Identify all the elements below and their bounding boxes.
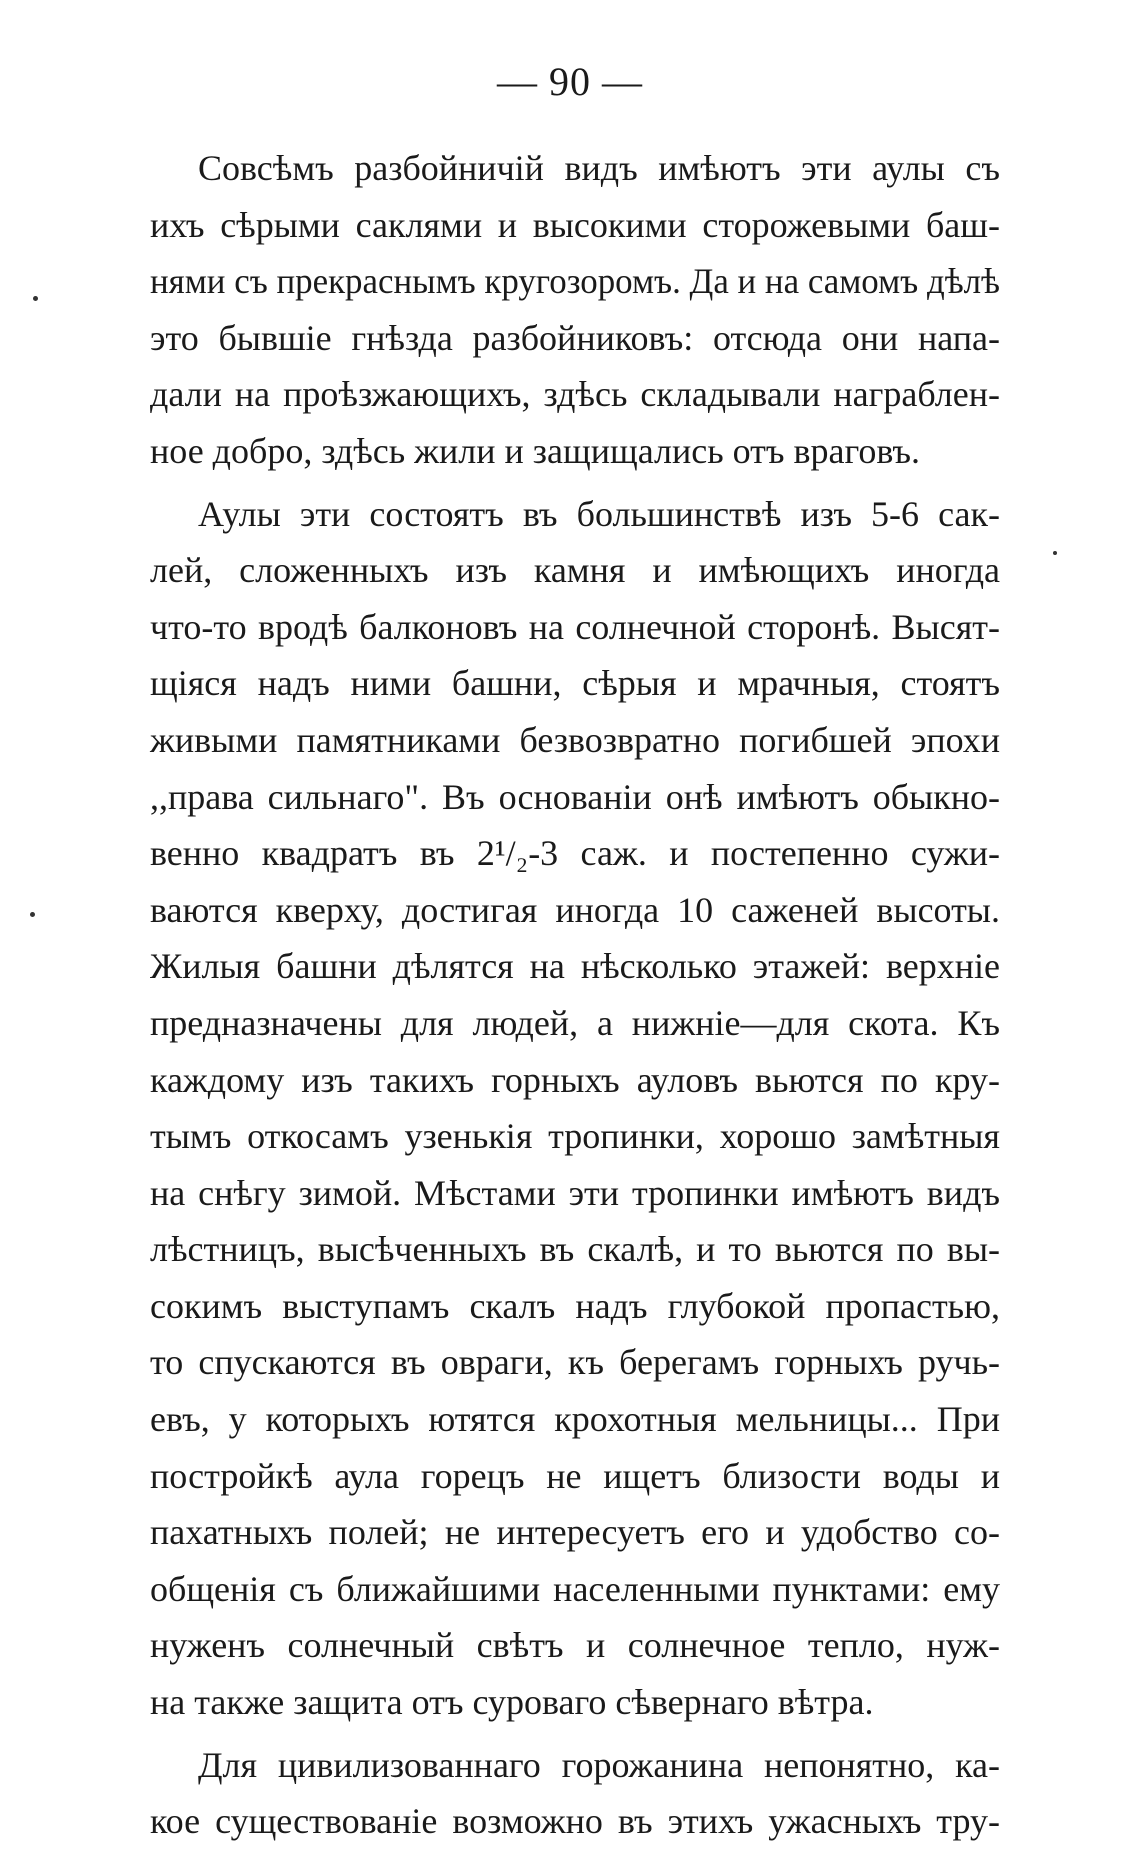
text-line: венно квадратъ въ 2¹/₂-3 саж. и постепенно сужи- [150,833,1000,874]
text-line: Совсѣмъ разбойничій видъ имѣютъ эти аулы съ [198,148,1000,188]
body-text [150,140,1000,1856]
text-line: то спускаются въ овраги, къ берегамъ горныхъ ручь- [150,1342,1000,1383]
text-line: дали на проѣзжающихъ, здѣсь складывали награблен- [150,374,1000,415]
text-line: нями съ прекраснымъ кругозоромъ. Да и на самомъ дѣлѣ [150,261,1001,302]
text-line: живыми памятниками безвозвратно погибшей эпохи [150,719,1000,760]
text-line: нуженъ солнечный свѣтъ и солнечное тепло, нуж- [150,1625,1000,1666]
paragraph [150,1737,1000,1850]
text-line: лѣстницъ, высѣченныхъ въ скалѣ, и то вьются по вы- [150,1229,1000,1270]
text-line: ихъ сѣрыми саклями и высокими сторожевыми баш- [150,204,1000,245]
print-speck [33,296,38,301]
print-speck [30,912,35,917]
text-line: на также защита отъ суроваго сѣвернаго вѣтра. [150,1682,874,1723]
text-line: сокимъ выступамъ скалъ надъ глубокой пропастью, [150,1285,1000,1326]
text-line: ,,права сильнаго". Въ основаніи онѣ имѣютъ обыкно- [150,776,1000,817]
text-line: пахатныхъ полей; не интересуетъ его и удобство со- [150,1512,1000,1553]
text-line: это бывшіе гнѣзда разбойниковъ: отсюда они напа- [150,317,1000,358]
text-line: Жилыя башни дѣлятся на нѣсколько этажей: верхніе [150,946,1000,987]
print-speck [1053,551,1057,555]
paragraph [150,140,1000,480]
text-line: общенія съ ближайшими населенными пунктами: ему [150,1568,1000,1609]
paragraph [150,486,1000,1731]
text-line: предназначены для людей, а нижніе—для скота. Къ [150,1002,1000,1043]
text-line: тымъ откосамъ узенькія тропинки, хорошо замѣтныя [150,1116,1000,1157]
text-line: что-то вродѣ балконовъ на солнечной сторонѣ. Высят- [150,606,1000,647]
text-line: постройкѣ аула горецъ не ищетъ близости воды и [150,1455,1000,1496]
text-line: на снѣгу зимой. Мѣстами эти тропинки имѣютъ видъ [150,1172,1000,1213]
text-line: Аулы эти состоятъ въ большинствѣ изъ 5-6 сак- [198,493,1000,534]
text-line: лей, сложенныхъ изъ камня и имѣющихъ иногда [150,550,1000,591]
text-line: каждому изъ такихъ горныхъ ауловъ вьются по кру- [150,1059,1000,1100]
text-line: Для цивилизованнаго горожанина непонятно, ка- [198,1744,1000,1785]
text-line: евъ, у которыхъ ютятся крохотныя мельницы... При [150,1399,1000,1440]
text-line: ваются кверху, достигая иногда 10 саженей высоты. [150,889,1000,930]
page-number: — 90 — [497,59,643,104]
text-line: кое существованіе возможно въ этихъ ужасныхъ тру- [150,1801,1000,1842]
text-line: щіяся надъ ними башни, сѣрыя и мрачныя, стоятъ [150,663,1000,704]
text-line: ное добро, здѣсь жили и защищались отъ враговъ. [150,430,921,471]
